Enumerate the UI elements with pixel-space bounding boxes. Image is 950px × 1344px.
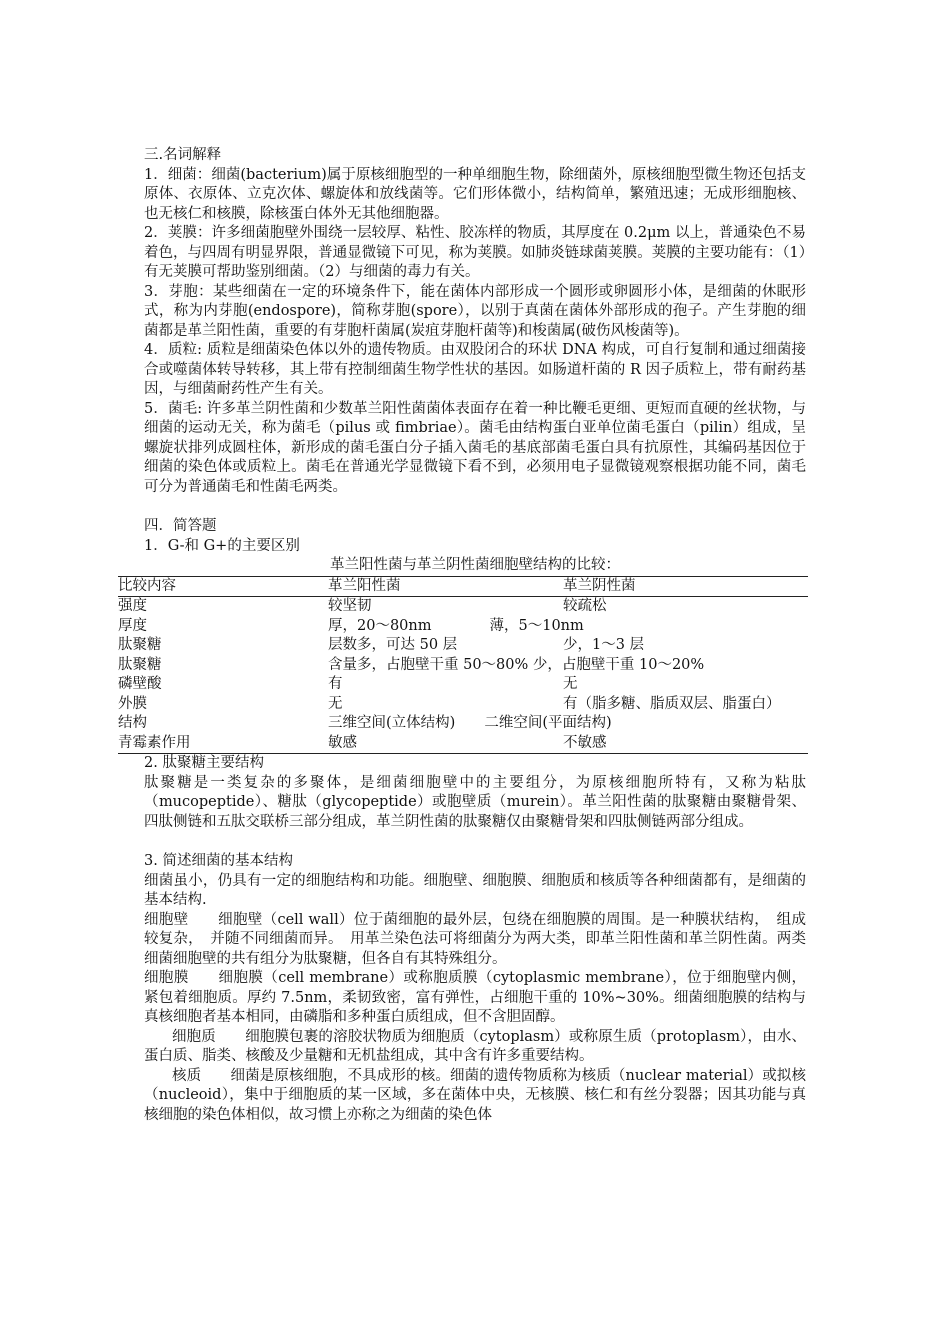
table-row <box>118 734 808 754</box>
table-cell: 无 <box>328 695 343 712</box>
question3-title: 3. 简述细菌的基本结构 <box>144 853 293 869</box>
table-row <box>118 636 808 656</box>
table-row <box>118 695 808 715</box>
table-cell: 强度 <box>118 598 147 614</box>
table-header: 革兰阴性菌 <box>563 576 808 597</box>
table-row <box>118 675 808 695</box>
table-row <box>118 617 808 637</box>
question1-title: 1．G-和 G+的主要区别 <box>144 537 300 554</box>
table-cell: 结构 <box>118 715 147 731</box>
table-header: 比较内容 <box>118 576 328 597</box>
table-cell: 不敏感 <box>563 734 808 754</box>
question2-title: 2. 肽聚糖主要结构 <box>144 755 264 771</box>
table-header: 革兰阳性菌 <box>328 576 563 597</box>
document-page <box>118 146 806 1125</box>
table-cell: 肽聚糖 <box>118 656 162 673</box>
definition-capsule: 2．荚膜：许多细菌胞壁外围绕一层较厚、粘性、胶冻样的物质，其厚度在 0.2μm 以上，普通染色不易着色，与四周有明显界限，普通显微镜下可见，称为荚膜。如肺炎链球菌荚膜。荚膜的主要功能有：（1）有无荚膜可帮助鉴别细菌。（2）与细菌的毒力有关。 <box>144 225 806 280</box>
table-cell: 青霉素作用 <box>118 734 328 754</box>
table-cell: 含量多，占胞壁干重 50～80% 少，占胞壁干重 10～20% <box>328 656 705 673</box>
table-cell: 外膜 <box>118 695 147 712</box>
table-cell: 敏感 <box>328 734 563 754</box>
definition-plasmid: 4．质粒: 质粒是细菌染色体以外的遗传物质。由双股闭合的环状 DNA 构成，可自行复制和通过细菌接合或噬菌体转导转移，其上带有控制细菌生物学性状的基因。如肠道杆菌的 R 因子质粒上，带有耐药基因，与细菌耐药性产生有关。 <box>144 342 806 397</box>
definition-spore: 3．芽胞：某些细菌在一定的环境条件下，能在菌体内部形成一个圆形或卵圆形小体，是细菌的休眠形式，称为内芽胞(endospore)，简称芽胞(spore），以别于真菌在菌体外部形成的孢子。产生芽胞的细菌都是革兰阳性菌，重要的有芽胞杆菌属(炭疽芽胞杆菌等)和梭菌属(破伤风梭菌等)。 <box>144 283 806 339</box>
table-cell: 有 <box>328 676 343 692</box>
table-cell: 较坚韧 <box>328 598 372 614</box>
table-cell: 较疏松 <box>563 598 607 614</box>
question2-answer: 肽聚糖是一类复杂的多聚体，是细菌细胞壁中的主要组分，为原核细胞所特有，又称为粘肽（mucopeptide）、糖肽（glycopeptide）或胞壁质（murein）。革兰阳性菌的肽聚糖由聚糖骨架、四肽侧链和五肽交联桥三部分组成，革兰阴性菌的肽聚糖仅由聚糖骨架和四肽侧链两部分组成。 <box>144 774 806 830</box>
table-cell: 无 <box>563 676 578 692</box>
section4-title: 四．简答题 <box>144 518 217 534</box>
definition-pilus: 5．菌毛: 许多革兰阴性菌和少数革兰阳性菌菌体表面存在着一种比鞭毛更细、更短而直硬的丝状物，与细菌的运动无关，称为菌毛（pilus 或 fimbriae）。菌毛由结构蛋白亚单位菌毛蛋白（pilin）组成，呈螺旋状排列成圆柱体，新形成的菌毛蛋白分子插入菌毛的基底部菌毛蛋白具有抗原性，其编码基因位于细菌的染色体或质粒上。菌毛在普通光学显微镜下看不到，必须用电子显微镜观察根据功能不同，菌毛可分为普通菌毛和性菌毛两类。 <box>144 400 806 495</box>
cell-wall-paragraph: 细胞壁 细胞壁（cell wall）位于菌细胞的最外层，包绕在细胞膜的周围。是一种膜状结构， 组成较复杂， 并随不同细菌而异。 用革兰染色法可将细菌分为两大类，即革兰阳性菌和革兰阴性菌。两类细菌细胞壁的共有组分为肽聚糖，但各自有其特殊组分。 <box>144 911 806 967</box>
table-row <box>118 597 808 617</box>
table-row <box>118 714 808 734</box>
question3-intro: 细菌虽小，仍具有一定的细胞结构和功能。细胞壁、细胞膜、细胞质和核质等各种细菌都有，是细菌的基本结构. <box>144 872 806 908</box>
section3-title: 三.名词解释 <box>144 147 222 163</box>
table-cell: 层数多，可达 50 层 <box>328 637 458 653</box>
table-cell: 有（脂多糖、脂质双层、脂蛋白） <box>563 695 781 712</box>
definition-bacterium: 1．细菌：细菌(bacterium)属于原核细胞型的一种单细胞生物，除细菌外，原核细胞型微生物还包括支原体、衣原体、立克次体、螺旋体和放线菌等。它们形体微小，结构简单，繁殖迅速；无成形细胞核、也无核仁和核膜，除核蛋白体外无其他细胞器。 <box>144 166 806 222</box>
table-cell: 少，1～3 层 <box>563 637 645 653</box>
table-cell: 肽聚糖 <box>118 637 162 653</box>
nucleoid-paragraph: 核质 细菌是原核细胞，不具成形的核。细菌的遗传物质称为核质（nuclear material）或拟核（nucleoid），集中于细胞质的某一区域，多在菌体中央，无核膜、核仁和有丝分裂器；因其功能与真核细胞的染色体相似，故习惯上亦称之为细菌的染色体 <box>144 1067 806 1123</box>
table-cell: 厚度 <box>118 617 147 634</box>
comparison-table <box>118 576 808 755</box>
cytoplasm-paragraph: 细胞质 细胞膜包裹的溶胶状物质为细胞质（cytoplasm）或称原生质（protoplasm），由水、蛋白质、脂类、核酸及少量糖和无机盐组成，其中含有许多重要结构。 <box>144 1028 806 1064</box>
table-row <box>118 656 808 676</box>
table-header-row <box>118 576 808 597</box>
table-cell: 三维空间(立体结构) 二维空间(平面结构) <box>328 715 612 731</box>
cell-membrane-paragraph: 细胞膜 细胞膜（cell membrane）或称胞质膜（cytoplasmic membrane），位于细胞壁内侧，紧包着细胞质。厚约 7.5nm，柔韧致密，富有弹性，占细胞干重的 10%~30%。细菌细胞膜的结构与真核细胞者基本相同，由磷脂和多种蛋白质组成，但不含胆固醇。 <box>144 970 806 1025</box>
table-title: 革兰阳性菌与革兰阴性菌细胞壁结构的比较： <box>330 557 620 573</box>
table-cell: 磷壁酸 <box>118 676 162 692</box>
table-cell: 厚，20～80nm 薄，5～10nm <box>328 617 584 634</box>
